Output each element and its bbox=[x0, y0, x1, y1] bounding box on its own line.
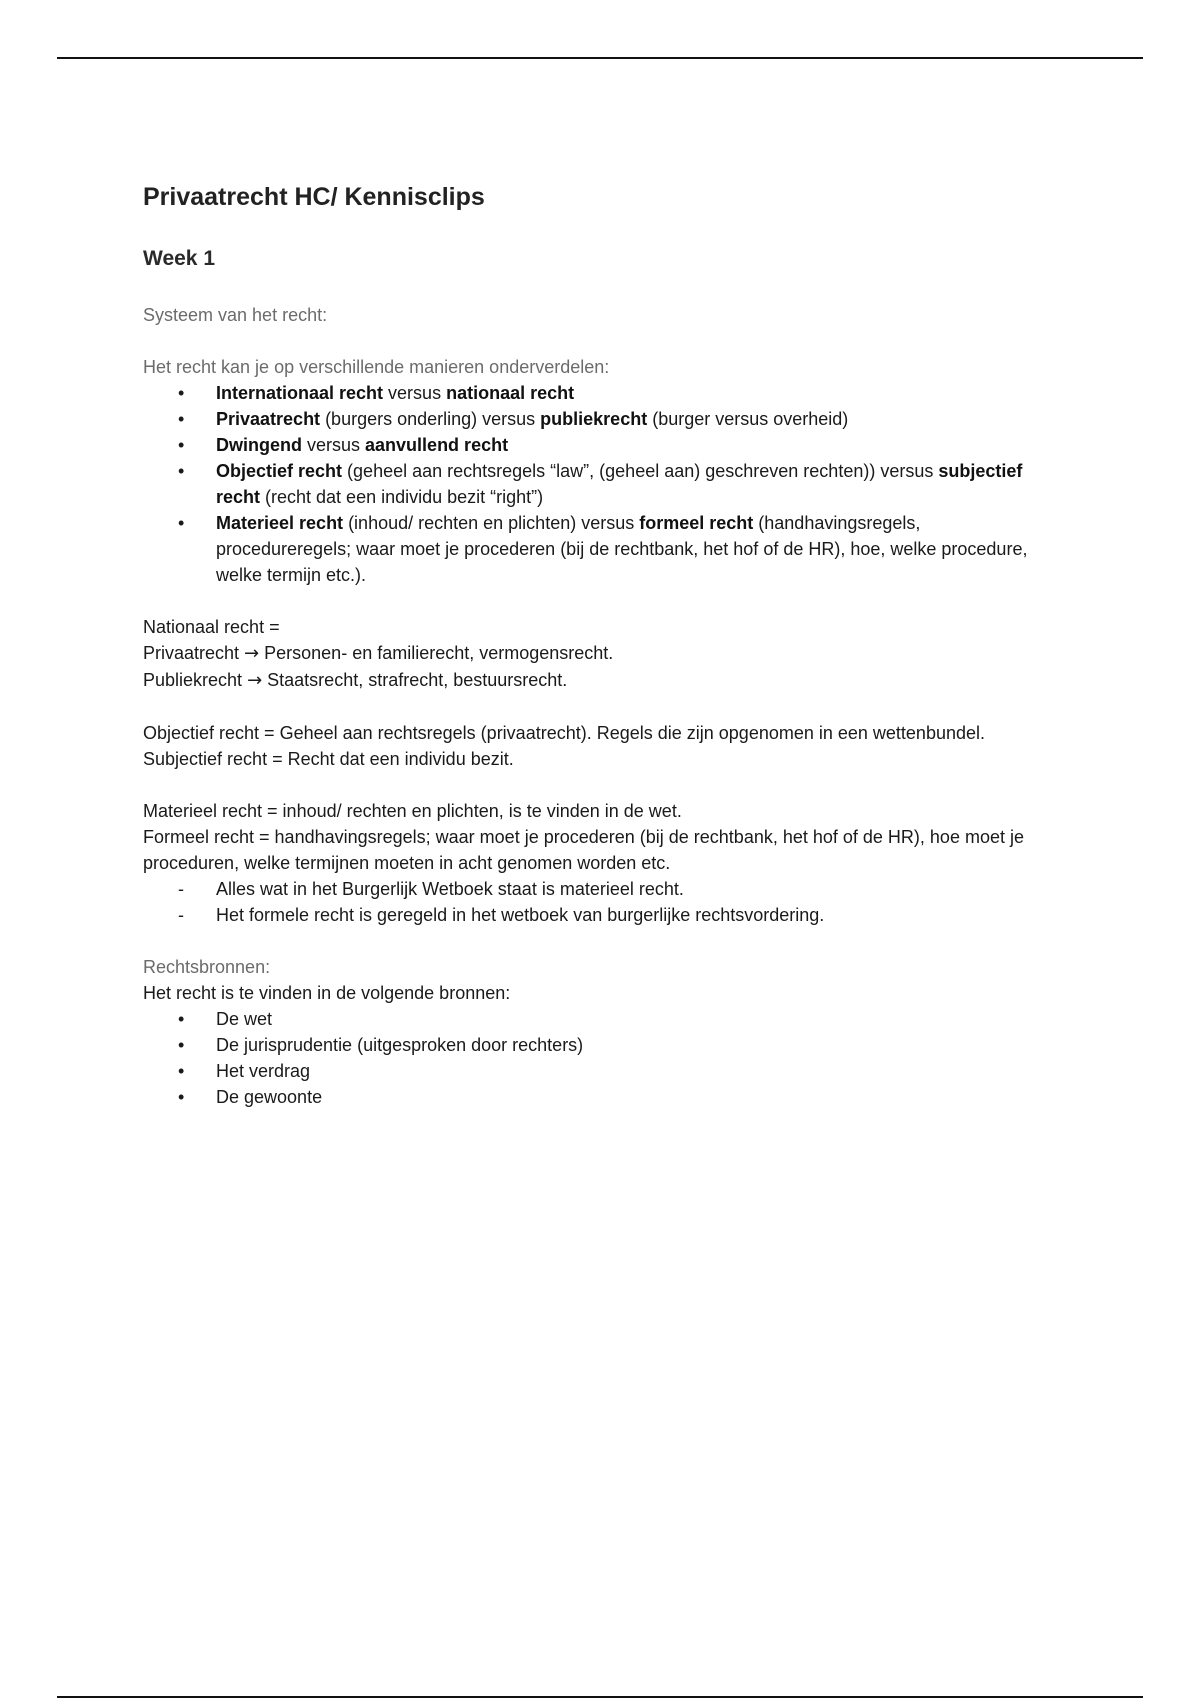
list-item bbox=[143, 1058, 1043, 1084]
section-heading-systeem: Systeem van het recht: bbox=[143, 305, 328, 325]
nationaal-recht-line: Nationaal recht = bbox=[143, 617, 280, 637]
text: Alles wat in het Burgerlijk Wetboek staat is materieel recht. bbox=[216, 879, 684, 899]
materieel-recht-definition: Materieel recht = inhoud/ rechten en plichten, is te vinden in de wet. bbox=[143, 801, 682, 821]
formeel-recht-definition: Formeel recht = handhavingsregels; waar moet je procederen (bij de rechtbank, het hof of de HR), hoe moet je proceduren, welke termijnen moeten in acht genomen worden etc. bbox=[143, 827, 1024, 873]
bullet-marker: • bbox=[178, 383, 185, 403]
term: Internationaal recht bbox=[216, 383, 384, 403]
list-item bbox=[143, 1006, 1043, 1032]
bullet-marker: • bbox=[178, 1009, 185, 1029]
text: (recht dat een individu bezit “right”) bbox=[260, 487, 544, 507]
list-item bbox=[143, 458, 1043, 510]
text: versus bbox=[302, 435, 366, 455]
term: nationaal recht bbox=[446, 383, 575, 403]
text: (inhoud/ rechten en plichten) versus bbox=[343, 513, 640, 533]
arrow-right-icon: → bbox=[247, 670, 263, 691]
section-intro: Het recht kan je op verschillende manieren onderverdelen: bbox=[143, 357, 610, 377]
text: (burger versus overheid) bbox=[647, 409, 849, 429]
text: De gewoonte bbox=[216, 1087, 323, 1107]
term: Materieel recht bbox=[216, 513, 344, 533]
bullet-marker: • bbox=[178, 409, 185, 429]
text: De jurisprudentie (uitgesproken door rechters) bbox=[216, 1035, 584, 1055]
section-heading-rechtsbronnen: Rechtsbronnen: bbox=[143, 957, 271, 977]
term: publiekrecht bbox=[540, 409, 648, 429]
bullet-marker: • bbox=[178, 1035, 185, 1055]
rechtsbronnen-intro: Het recht is te vinden in de volgende bronnen: bbox=[143, 983, 511, 1003]
dash-list bbox=[143, 876, 1043, 928]
text: De wet bbox=[216, 1009, 273, 1029]
text: Publiekrecht bbox=[143, 670, 248, 690]
text: (handhavingsregels, procedureregels; waar moet je procederen (bij de rechtbank, het hof of de HR), hoe, welke procedure, welke termijn etc.). bbox=[216, 513, 1028, 585]
week-heading: Week 1 bbox=[143, 247, 215, 270]
list-item bbox=[143, 406, 1043, 432]
bullet-marker: • bbox=[178, 1087, 185, 1107]
list-item bbox=[143, 432, 1043, 458]
list-item bbox=[143, 1084, 1043, 1110]
term: Objectief recht bbox=[216, 461, 343, 481]
document-title: Privaatrecht HC/ Kennisclips bbox=[143, 183, 485, 211]
term: Dwingend bbox=[216, 435, 302, 455]
text: Privaatrecht bbox=[143, 643, 245, 663]
list-item bbox=[143, 876, 1043, 902]
bullet-marker: • bbox=[178, 1061, 185, 1081]
text: Personen- en familierecht, vermogensrecht. bbox=[259, 643, 614, 663]
subjectief-recht-definition: Subjectief recht = Recht dat een individu bezit. bbox=[143, 749, 514, 769]
text: (geheel aan rechtsregels “law”, (geheel aan) geschreven rechten)) versus bbox=[342, 461, 939, 481]
bullet-marker: • bbox=[178, 461, 185, 481]
rechtsbronnen-list bbox=[143, 1006, 1043, 1110]
dash-marker: - bbox=[178, 879, 184, 899]
bullet-marker: • bbox=[178, 513, 185, 533]
term: formeel recht bbox=[639, 513, 754, 533]
arrow-right-icon: → bbox=[244, 643, 260, 664]
indeling-list bbox=[143, 380, 1043, 588]
header-rule bbox=[57, 57, 1143, 59]
list-item bbox=[143, 380, 1043, 406]
text: (burgers onderling) versus bbox=[320, 409, 541, 429]
list-item bbox=[143, 902, 1043, 928]
term: subjectief recht bbox=[216, 461, 1023, 507]
bullet-marker: • bbox=[178, 435, 185, 455]
list-item bbox=[143, 510, 1043, 588]
dash-marker: - bbox=[178, 905, 184, 925]
privaatrecht-line bbox=[143, 640, 1043, 667]
text: Het formele recht is geregeld in het wetboek van burgerlijke rechtsvordering. bbox=[216, 905, 825, 925]
text: Het verdrag bbox=[216, 1061, 311, 1081]
term: Privaatrecht bbox=[216, 409, 321, 429]
publiekrecht-line bbox=[143, 667, 1043, 694]
list-item bbox=[143, 1032, 1043, 1058]
footer-rule bbox=[57, 1696, 1143, 1698]
text: versus bbox=[383, 383, 447, 403]
objectief-recht-definition: Objectief recht = Geheel aan rechtsregels (privaatrecht). Regels die zijn opgenomen in een wettenbundel. bbox=[143, 723, 985, 743]
text: Staatsrecht, strafrecht, bestuursrecht. bbox=[262, 670, 568, 690]
document-body bbox=[143, 180, 1043, 1110]
term: aanvullend recht bbox=[365, 435, 509, 455]
